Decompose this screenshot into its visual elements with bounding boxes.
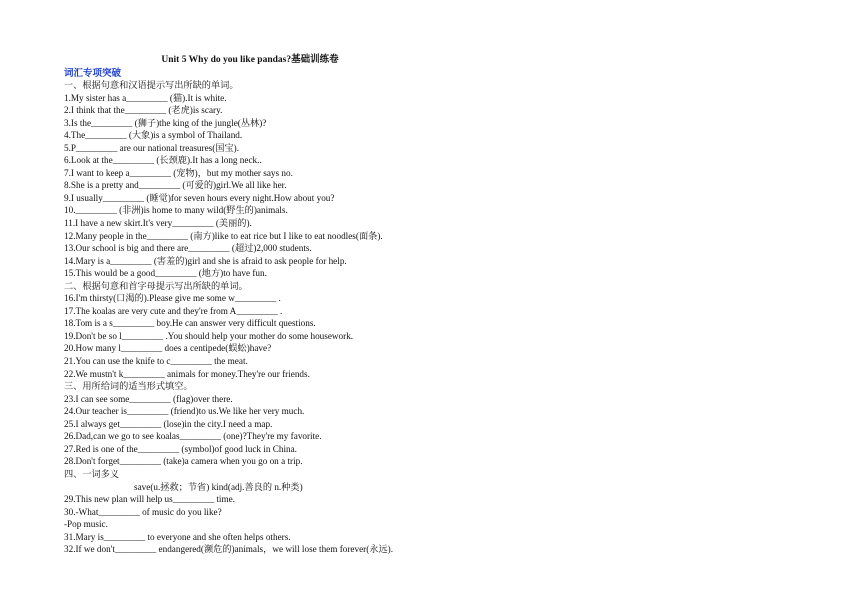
exercise-line: 7.I want to keep a_________ (宠物)，but my mother says no. xyxy=(64,167,293,178)
exercise-line: 14.Mary is a_________ (害羞的)girl and she is afraid to ask people for help. xyxy=(64,255,347,266)
exercise-line: 16.I'm thirsty(口渴的).Please give me some w_________ . xyxy=(64,293,281,304)
exercise-line: 9.I usually_________ (睡觉)for seven hours every night.How about you? xyxy=(64,192,335,203)
exercise-line: 4.The_________ (大象)is a symbol of Thailand. xyxy=(64,130,243,141)
section-link[interactable]: 词汇专项突破 xyxy=(64,69,122,79)
exercise-line: 12.Many people in the_________ (南方)like to eat rice but I like to eat noodles(面条). xyxy=(64,230,383,241)
exercise-line: 三、用所给词的适当形式填空。 xyxy=(64,381,193,392)
exercise-line: 1.My sister has a_________ (猫).It is white. xyxy=(64,92,227,103)
exercise-line: -Pop music. xyxy=(64,519,108,530)
exercise-lines xyxy=(64,79,804,556)
exercise-line: 23.I can see some_________ (flag)over there. xyxy=(64,393,233,404)
exercise-line: 32.If we don't_________ endangered(濒危的)animals，we will lose them forever(永远). xyxy=(64,544,394,555)
exercise-line: 5.P_________ are our national treasures(国宝). xyxy=(64,142,240,153)
exercise-line: 18.Tom is a s_________ boy.He can answer very difficult questions. xyxy=(64,318,316,329)
exercise-line: save(u.拯救；节省) kind(adj.善良的 n.种类) xyxy=(134,481,303,492)
exercise-line: 15.This would be a good_________ (地方)to have fun. xyxy=(64,268,267,279)
exercise-line: 3.Is the_________ (狮子)the king of the jungle(丛林)? xyxy=(64,117,267,128)
exercise-line: 11.I have a new skirt.It's very_________ (美丽的). xyxy=(64,218,252,229)
exercise-line: 19.Don't be so l_________ .You should help your mother do some housework. xyxy=(64,330,354,341)
exercise-line: 22.We mustn't k_________ animals for money.They're our friends. xyxy=(64,368,310,379)
exercise-line: 二、根据句意和首字母提示写出所缺的单词。 xyxy=(64,280,248,291)
exercise-line: 21.You can use the knife to c_________ the meat. xyxy=(64,356,248,367)
exercise-line: 8.She is a pretty and_________ (可爱的)girl.We all like her. xyxy=(64,180,287,191)
exercise-line: 25.I always get_________ (lose)in the city.I need a map. xyxy=(64,418,273,429)
exercise-line: 31.Mary is_________ to everyone and she often helps others. xyxy=(64,531,291,542)
exercise-line: 28.Don't forget_________ (take)a camera when you go on a trip. xyxy=(64,456,303,467)
exercise-line: 一、根据句意和汉语提示写出所缺的单词。 xyxy=(64,80,239,90)
exercise-line: 27.Red is one of the_________ (symbol)of good luck in China. xyxy=(64,443,297,454)
exercise-line: 24.Our teacher is_________ (friend)to us.We like her very much. xyxy=(64,406,305,417)
exercise-line: 20.How many l_________ does a centipede(蜈蚣)have? xyxy=(64,343,272,354)
exercise-line: 30.-What_________ of music do you like? xyxy=(64,506,222,517)
exercise-line: 17.The koalas are very cute and they're from A_________ . xyxy=(64,305,283,316)
exercise-line: 四、一词多义 xyxy=(64,468,120,479)
exercise-line: 2.I think that the_________ (老虎)is scary. xyxy=(64,105,223,116)
exercise-line: 26.Dad,can we go to see koalas_________ (one)?They're my favorite. xyxy=(64,431,322,442)
page-title: Unit 5 Why do you like pandas?基础训练卷 xyxy=(161,55,339,65)
exercise-line: 10._________ (非洲)is home to many wild(野生的)animals. xyxy=(64,205,288,216)
exercise-line: 13.Our school is big and there are_________ (超过)2,000 students. xyxy=(64,243,312,254)
exercise-line: 29.This new plan will help us_________ time. xyxy=(64,494,235,505)
exercise-line: 6.Look at the_________ (长颈鹿).It has a long neck.. xyxy=(64,155,262,166)
